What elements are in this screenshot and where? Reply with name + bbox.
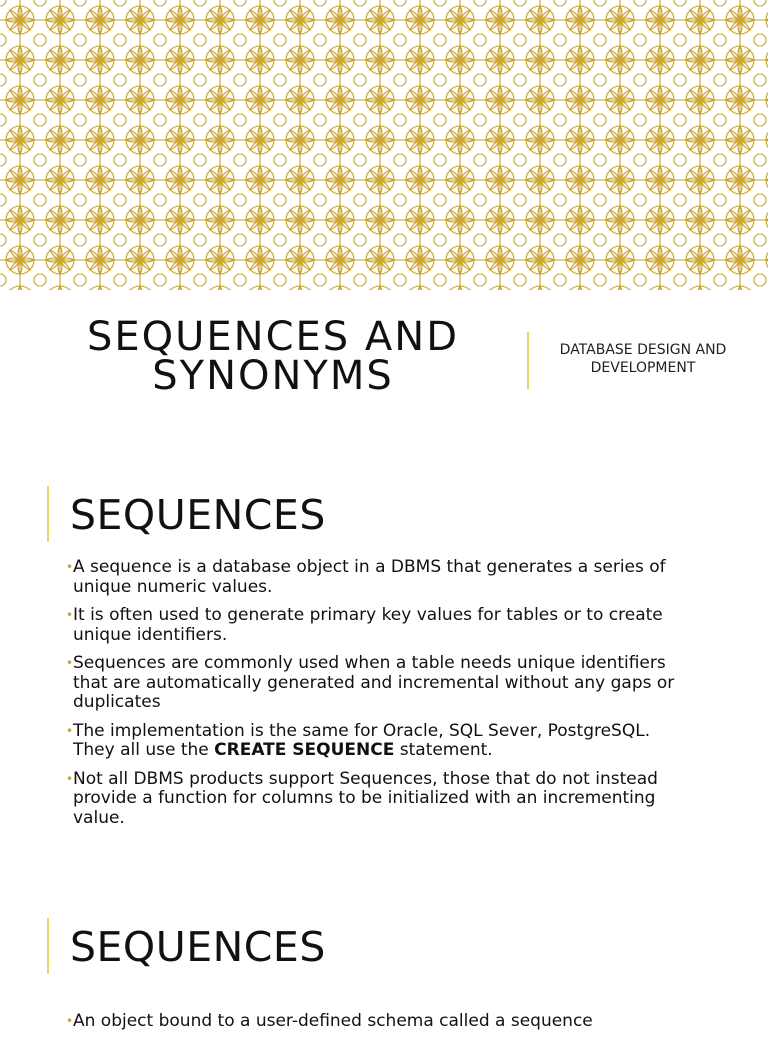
- bullet-dot-icon: •: [66, 723, 74, 738]
- bullet-dot-icon: •: [66, 608, 74, 622]
- slide-heading: SEQUENCES: [70, 923, 326, 971]
- title-line-2: SYNONYMS: [152, 353, 394, 399]
- bullet-dot-icon: •: [66, 656, 74, 670]
- presentation-title: [60, 314, 486, 399]
- list-item: • It is often used to generate primary key values for tables or to create unique identifiers.: [66, 605, 663, 645]
- bullet-dot-icon: •: [66, 560, 74, 574]
- list-item: • A sequence is a database object in a DBMS that generates a series of unique numeric values.: [66, 557, 666, 597]
- slide-accent-bar: [47, 486, 49, 542]
- title-line-1: SEQUENCES AND: [86, 314, 459, 360]
- subtitle-line-1: DATABASE DESIGN AND: [559, 342, 727, 358]
- geometric-pattern: [0, 0, 768, 290]
- list-item: • Not all DBMS products support Sequences, those that do not instead provide a function for columns to be initialized with an incrementing value.: [66, 768, 658, 828]
- bullet-dot-icon: •: [66, 1014, 74, 1028]
- subtitle-line-2: DEVELOPMENT: [590, 360, 696, 376]
- list-item: • Sequences are commonly used when a table needs unique identifiers that are automatically generated and incremental without any gaps or duplicates: [66, 653, 675, 712]
- presentation-subtitle: [548, 341, 738, 377]
- decorative-pattern-banner: [0, 0, 768, 290]
- list-item: • The implementation is the same for Oracle, SQL Sever, PostgreSQL. They all use the CREATE SEQUENCE statement.: [66, 720, 651, 760]
- bullet-list: [66, 1012, 686, 1041]
- bullet-list: [66, 558, 686, 837]
- list-item: • An object bound to a user-defined schema called a sequence: [66, 1011, 593, 1031]
- title-divider: [527, 332, 529, 389]
- code-keyword: CREATE SEQUENCE: [214, 740, 395, 760]
- slide-heading: SEQUENCES: [70, 491, 326, 539]
- slide-accent-bar: [47, 918, 49, 974]
- bullet-dot-icon: •: [66, 771, 74, 786]
